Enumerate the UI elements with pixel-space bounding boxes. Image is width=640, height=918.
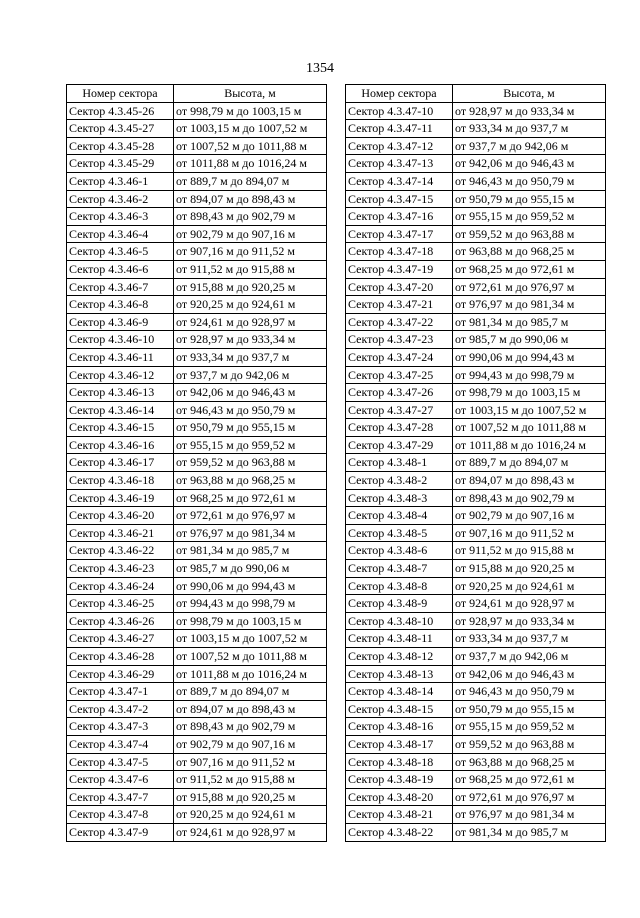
sector-number-cell: Сектор 4.3.48-15 bbox=[346, 700, 453, 718]
sector-number-cell: Сектор 4.3.46-2 bbox=[67, 190, 174, 208]
header-height: Высота, м bbox=[453, 85, 606, 103]
header-sector-number: Номер сектора bbox=[346, 85, 453, 103]
height-range-cell: от 937,7 м до 942,06 м bbox=[453, 648, 606, 666]
sector-number-cell: Сектор 4.3.47-22 bbox=[346, 313, 453, 331]
sector-number-cell: Сектор 4.3.47-7 bbox=[67, 788, 174, 806]
sector-number-cell: Сектор 4.3.46-25 bbox=[67, 595, 174, 613]
table-row bbox=[346, 700, 606, 718]
sector-number-cell: Сектор 4.3.47-27 bbox=[346, 401, 453, 419]
height-range-cell: от 972,61 м до 976,97 м bbox=[453, 278, 606, 296]
sector-number-cell: Сектор 4.3.47-11 bbox=[346, 120, 453, 138]
table-row bbox=[346, 472, 606, 490]
height-range-cell: от 907,16 м до 911,52 м bbox=[453, 524, 606, 542]
sector-number-cell: Сектор 4.3.46-1 bbox=[67, 172, 174, 190]
sector-number-cell: Сектор 4.3.48-4 bbox=[346, 507, 453, 525]
sector-number-cell: Сектор 4.3.48-12 bbox=[346, 648, 453, 666]
height-range-cell: от 898,43 м до 902,79 м bbox=[453, 489, 606, 507]
sector-number-cell: Сектор 4.3.46-8 bbox=[67, 296, 174, 314]
header-height: Высота, м bbox=[174, 85, 327, 103]
table-row bbox=[346, 612, 606, 630]
table-row bbox=[67, 260, 327, 278]
table-row bbox=[67, 401, 327, 419]
table-row bbox=[346, 366, 606, 384]
height-range-cell: от 937,7 м до 942,06 м bbox=[174, 366, 327, 384]
page-number: 1354 bbox=[306, 61, 334, 76]
sector-number-cell: Сектор 4.3.48-8 bbox=[346, 577, 453, 595]
height-range-cell: от 994,43 м до 998,79 м bbox=[453, 366, 606, 384]
sector-number-cell: Сектор 4.3.46-12 bbox=[67, 366, 174, 384]
table-row bbox=[67, 683, 327, 701]
height-range-cell: от 972,61 м до 976,97 м bbox=[453, 788, 606, 806]
table-row bbox=[346, 401, 606, 419]
height-range-cell: от 968,25 м до 972,61 м bbox=[174, 489, 327, 507]
height-range-cell: от 998,79 м до 1003,15 м bbox=[174, 102, 327, 120]
table-row bbox=[67, 771, 327, 789]
height-range-cell: от 911,52 м до 915,88 м bbox=[174, 771, 327, 789]
table-row bbox=[67, 313, 327, 331]
height-range-cell: от 955,15 м до 959,52 м bbox=[174, 436, 327, 454]
height-range-cell: от 985,7 м до 990,06 м bbox=[453, 331, 606, 349]
sector-number-cell: Сектор 4.3.47-14 bbox=[346, 172, 453, 190]
height-range-cell: от 894,07 м до 898,43 м bbox=[174, 700, 327, 718]
height-range-cell: от 902,79 м до 907,16 м bbox=[174, 225, 327, 243]
height-range-cell: от 894,07 м до 898,43 м bbox=[174, 190, 327, 208]
sector-number-cell: Сектор 4.3.47-5 bbox=[67, 753, 174, 771]
height-range-cell: от 981,34 м до 985,7 м bbox=[174, 542, 327, 560]
table-row bbox=[346, 384, 606, 402]
table-row bbox=[67, 507, 327, 525]
height-range-cell: от 955,15 м до 959,52 м bbox=[453, 208, 606, 226]
height-range-cell: от 924,61 м до 928,97 м bbox=[174, 313, 327, 331]
table-row bbox=[346, 665, 606, 683]
sector-number-cell: Сектор 4.3.47-12 bbox=[346, 137, 453, 155]
sector-number-cell: Сектор 4.3.48-18 bbox=[346, 753, 453, 771]
sector-number-cell: Сектор 4.3.48-14 bbox=[346, 683, 453, 701]
sector-number-cell: Сектор 4.3.45-26 bbox=[67, 102, 174, 120]
sector-number-cell: Сектор 4.3.48-13 bbox=[346, 665, 453, 683]
sector-number-cell: Сектор 4.3.46-27 bbox=[67, 630, 174, 648]
table-row bbox=[346, 718, 606, 736]
height-range-cell: от 968,25 м до 972,61 м bbox=[453, 260, 606, 278]
table-row bbox=[346, 436, 606, 454]
table-row bbox=[346, 172, 606, 190]
sector-number-cell: Сектор 4.3.47-18 bbox=[346, 243, 453, 261]
sector-number-cell: Сектор 4.3.46-11 bbox=[67, 348, 174, 366]
sector-number-cell: Сектор 4.3.47-4 bbox=[67, 735, 174, 753]
sector-number-cell: Сектор 4.3.48-11 bbox=[346, 630, 453, 648]
table-row bbox=[346, 823, 606, 841]
table-row bbox=[67, 595, 327, 613]
table-row bbox=[67, 190, 327, 208]
height-range-cell: от 915,88 м до 920,25 м bbox=[174, 788, 327, 806]
table-row bbox=[346, 155, 606, 173]
sector-number-cell: Сектор 4.3.48-16 bbox=[346, 718, 453, 736]
height-range-cell: от 946,43 м до 950,79 м bbox=[174, 401, 327, 419]
table-row bbox=[346, 771, 606, 789]
height-range-cell: от 1007,52 м до 1011,88 м bbox=[174, 648, 327, 666]
sector-number-cell: Сектор 4.3.46-24 bbox=[67, 577, 174, 595]
sector-number-cell: Сектор 4.3.46-19 bbox=[67, 489, 174, 507]
height-range-cell: от 976,97 м до 981,34 м bbox=[453, 296, 606, 314]
table-row bbox=[67, 630, 327, 648]
table-row bbox=[346, 753, 606, 771]
height-range-cell: от 902,79 м до 907,16 м bbox=[174, 735, 327, 753]
table-row bbox=[346, 419, 606, 437]
table-row bbox=[67, 648, 327, 666]
height-range-cell: от 894,07 м до 898,43 м bbox=[453, 472, 606, 490]
height-range-cell: от 981,34 м до 985,7 м bbox=[453, 823, 606, 841]
height-range-cell: от 924,61 м до 928,97 м bbox=[453, 595, 606, 613]
height-range-cell: от 920,25 м до 924,61 м bbox=[174, 296, 327, 314]
sector-table-right bbox=[345, 84, 606, 842]
sector-number-cell: Сектор 4.3.48-9 bbox=[346, 595, 453, 613]
sector-number-cell: Сектор 4.3.48-1 bbox=[346, 454, 453, 472]
sector-number-cell: Сектор 4.3.45-28 bbox=[67, 137, 174, 155]
sector-number-cell: Сектор 4.3.48-2 bbox=[346, 472, 453, 490]
sector-number-cell: Сектор 4.3.47-1 bbox=[67, 683, 174, 701]
height-range-cell: от 946,43 м до 950,79 м bbox=[453, 172, 606, 190]
sector-number-cell: Сектор 4.3.47-9 bbox=[67, 823, 174, 841]
header-sector-number: Номер сектора bbox=[67, 85, 174, 103]
table-row bbox=[346, 313, 606, 331]
table-row bbox=[346, 489, 606, 507]
height-range-cell: от 937,7 м до 942,06 м bbox=[453, 137, 606, 155]
sector-number-cell: Сектор 4.3.48-10 bbox=[346, 612, 453, 630]
table-row bbox=[346, 595, 606, 613]
table-row bbox=[346, 788, 606, 806]
sector-number-cell: Сектор 4.3.48-20 bbox=[346, 788, 453, 806]
height-range-cell: от 963,88 м до 968,25 м bbox=[453, 243, 606, 261]
sector-number-cell: Сектор 4.3.45-29 bbox=[67, 155, 174, 173]
height-range-cell: от 998,79 м до 1003,15 м bbox=[453, 384, 606, 402]
height-range-cell: от 976,97 м до 981,34 м bbox=[453, 806, 606, 824]
table-row bbox=[67, 788, 327, 806]
table-row bbox=[67, 472, 327, 490]
height-range-cell: от 1007,52 м до 1011,88 м bbox=[174, 137, 327, 155]
height-range-cell: от 950,79 м до 955,15 м bbox=[174, 419, 327, 437]
sector-number-cell: Сектор 4.3.46-13 bbox=[67, 384, 174, 402]
sector-number-cell: Сектор 4.3.47-24 bbox=[346, 348, 453, 366]
sector-number-cell: Сектор 4.3.46-20 bbox=[67, 507, 174, 525]
table-row bbox=[346, 243, 606, 261]
height-range-cell: от 959,52 м до 963,88 м bbox=[174, 454, 327, 472]
table-row bbox=[346, 208, 606, 226]
table-row bbox=[346, 331, 606, 349]
sector-number-cell: Сектор 4.3.47-3 bbox=[67, 718, 174, 736]
sector-number-cell: Сектор 4.3.47-8 bbox=[67, 806, 174, 824]
table-row bbox=[346, 296, 606, 314]
table-header-row bbox=[346, 85, 606, 103]
table-row bbox=[67, 225, 327, 243]
height-range-cell: от 907,16 м до 911,52 м bbox=[174, 753, 327, 771]
height-range-cell: от 920,25 м до 924,61 м bbox=[174, 806, 327, 824]
table-row bbox=[67, 524, 327, 542]
table-row bbox=[346, 542, 606, 560]
height-range-cell: от 1007,52 м до 1011,88 м bbox=[453, 419, 606, 437]
sector-number-cell: Сектор 4.3.46-28 bbox=[67, 648, 174, 666]
height-range-cell: от 1011,88 м до 1016,24 м bbox=[453, 436, 606, 454]
height-range-cell: от 889,7 м до 894,07 м bbox=[174, 172, 327, 190]
sector-number-cell: Сектор 4.3.46-4 bbox=[67, 225, 174, 243]
table-row bbox=[67, 700, 327, 718]
height-range-cell: от 924,61 м до 928,97 м bbox=[174, 823, 327, 841]
table-row bbox=[346, 560, 606, 578]
table-row bbox=[346, 648, 606, 666]
table-row bbox=[67, 296, 327, 314]
table-row bbox=[346, 454, 606, 472]
sector-number-cell: Сектор 4.3.47-20 bbox=[346, 278, 453, 296]
height-range-cell: от 907,16 м до 911,52 м bbox=[174, 243, 327, 261]
table-row bbox=[67, 243, 327, 261]
table-body bbox=[346, 102, 606, 841]
height-range-cell: от 942,06 м до 946,43 м bbox=[453, 155, 606, 173]
height-range-cell: от 928,97 м до 933,34 м bbox=[174, 331, 327, 349]
table-row bbox=[67, 278, 327, 296]
sector-number-cell: Сектор 4.3.46-3 bbox=[67, 208, 174, 226]
sector-number-cell: Сектор 4.3.48-5 bbox=[346, 524, 453, 542]
table-row bbox=[67, 489, 327, 507]
height-range-cell: от 950,79 м до 955,15 м bbox=[453, 700, 606, 718]
sector-number-cell: Сектор 4.3.46-9 bbox=[67, 313, 174, 331]
sector-number-cell: Сектор 4.3.46-14 bbox=[67, 401, 174, 419]
height-range-cell: от 915,88 м до 920,25 м bbox=[174, 278, 327, 296]
sector-number-cell: Сектор 4.3.47-19 bbox=[346, 260, 453, 278]
sector-number-cell: Сектор 4.3.47-6 bbox=[67, 771, 174, 789]
height-range-cell: от 928,97 м до 933,34 м bbox=[453, 612, 606, 630]
sector-number-cell: Сектор 4.3.46-18 bbox=[67, 472, 174, 490]
height-range-cell: от 933,34 м до 937,7 м bbox=[174, 348, 327, 366]
table-row bbox=[346, 137, 606, 155]
height-range-cell: от 933,34 м до 937,7 м bbox=[453, 630, 606, 648]
table-row bbox=[67, 560, 327, 578]
table-row bbox=[67, 155, 327, 173]
table-header-row bbox=[67, 85, 327, 103]
table-row bbox=[67, 384, 327, 402]
sector-number-cell: Сектор 4.3.46-26 bbox=[67, 612, 174, 630]
table-row bbox=[67, 120, 327, 138]
sector-number-cell: Сектор 4.3.47-15 bbox=[346, 190, 453, 208]
sector-number-cell: Сектор 4.3.47-28 bbox=[346, 419, 453, 437]
table-row bbox=[346, 278, 606, 296]
sector-number-cell: Сектор 4.3.48-17 bbox=[346, 735, 453, 753]
table-row bbox=[67, 436, 327, 454]
sector-number-cell: Сектор 4.3.46-23 bbox=[67, 560, 174, 578]
sector-number-cell: Сектор 4.3.48-6 bbox=[346, 542, 453, 560]
table-row bbox=[346, 348, 606, 366]
height-range-cell: от 1011,88 м до 1016,24 м bbox=[174, 155, 327, 173]
height-range-cell: от 946,43 м до 950,79 м bbox=[453, 683, 606, 701]
height-range-cell: от 902,79 м до 907,16 м bbox=[453, 507, 606, 525]
sector-number-cell: Сектор 4.3.45-27 bbox=[67, 120, 174, 138]
table-row bbox=[67, 366, 327, 384]
table-row bbox=[67, 612, 327, 630]
height-range-cell: от 963,88 м до 968,25 м bbox=[174, 472, 327, 490]
height-range-cell: от 990,06 м до 994,43 м bbox=[174, 577, 327, 595]
table-body bbox=[67, 102, 327, 841]
table-row bbox=[346, 120, 606, 138]
sector-number-cell: Сектор 4.3.48-19 bbox=[346, 771, 453, 789]
table-row bbox=[67, 331, 327, 349]
height-range-cell: от 972,61 м до 976,97 м bbox=[174, 507, 327, 525]
sector-number-cell: Сектор 4.3.47-16 bbox=[346, 208, 453, 226]
table-row bbox=[67, 577, 327, 595]
sector-table-left bbox=[66, 84, 327, 842]
table-row bbox=[346, 260, 606, 278]
table-row bbox=[67, 665, 327, 683]
table-row bbox=[346, 683, 606, 701]
height-range-cell: от 985,7 м до 990,06 м bbox=[174, 560, 327, 578]
table-row bbox=[346, 102, 606, 120]
height-range-cell: от 998,79 м до 1003,15 м bbox=[174, 612, 327, 630]
table-row bbox=[67, 454, 327, 472]
sector-number-cell: Сектор 4.3.47-13 bbox=[346, 155, 453, 173]
sector-number-cell: Сектор 4.3.46-21 bbox=[67, 524, 174, 542]
table-row bbox=[67, 172, 327, 190]
height-range-cell: от 1003,15 м до 1007,52 м bbox=[174, 120, 327, 138]
height-range-cell: от 994,43 м до 998,79 м bbox=[174, 595, 327, 613]
table-row bbox=[346, 806, 606, 824]
height-range-cell: от 1003,15 м до 1007,52 м bbox=[453, 401, 606, 419]
height-range-cell: от 898,43 м до 902,79 м bbox=[174, 718, 327, 736]
sector-number-cell: Сектор 4.3.47-26 bbox=[346, 384, 453, 402]
height-range-cell: от 959,52 м до 963,88 м bbox=[453, 735, 606, 753]
sector-number-cell: Сектор 4.3.46-7 bbox=[67, 278, 174, 296]
table-row bbox=[67, 542, 327, 560]
table-row bbox=[346, 577, 606, 595]
table-row bbox=[346, 190, 606, 208]
height-range-cell: от 898,43 м до 902,79 м bbox=[174, 208, 327, 226]
sector-number-cell: Сектор 4.3.48-21 bbox=[346, 806, 453, 824]
height-range-cell: от 959,52 м до 963,88 м bbox=[453, 225, 606, 243]
height-range-cell: от 963,88 м до 968,25 м bbox=[453, 753, 606, 771]
table-row bbox=[67, 823, 327, 841]
height-range-cell: от 920,25 м до 924,61 м bbox=[453, 577, 606, 595]
height-range-cell: от 1011,88 м до 1016,24 м bbox=[174, 665, 327, 683]
table-row bbox=[346, 507, 606, 525]
height-range-cell: от 889,7 м до 894,07 м bbox=[174, 683, 327, 701]
sector-number-cell: Сектор 4.3.48-7 bbox=[346, 560, 453, 578]
sector-number-cell: Сектор 4.3.47-23 bbox=[346, 331, 453, 349]
table-row bbox=[67, 806, 327, 824]
height-range-cell: от 915,88 м до 920,25 м bbox=[453, 560, 606, 578]
sector-number-cell: Сектор 4.3.47-21 bbox=[346, 296, 453, 314]
table-row bbox=[67, 735, 327, 753]
sector-number-cell: Сектор 4.3.46-22 bbox=[67, 542, 174, 560]
height-range-cell: от 933,34 м до 937,7 м bbox=[453, 120, 606, 138]
height-range-cell: от 990,06 м до 994,43 м bbox=[453, 348, 606, 366]
table-row bbox=[346, 630, 606, 648]
sector-number-cell: Сектор 4.3.46-5 bbox=[67, 243, 174, 261]
table-row bbox=[67, 419, 327, 437]
sector-number-cell: Сектор 4.3.46-10 bbox=[67, 331, 174, 349]
height-range-cell: от 942,06 м до 946,43 м bbox=[174, 384, 327, 402]
sector-number-cell: Сектор 4.3.46-16 bbox=[67, 436, 174, 454]
sector-number-cell: Сектор 4.3.46-17 bbox=[67, 454, 174, 472]
table-row bbox=[67, 753, 327, 771]
height-range-cell: от 911,52 м до 915,88 м bbox=[174, 260, 327, 278]
height-range-cell: от 976,97 м до 981,34 м bbox=[174, 524, 327, 542]
height-range-cell: от 950,79 м до 955,15 м bbox=[453, 190, 606, 208]
sector-number-cell: Сектор 4.3.47-29 bbox=[346, 436, 453, 454]
sector-number-cell: Сектор 4.3.47-2 bbox=[67, 700, 174, 718]
sector-number-cell: Сектор 4.3.47-17 bbox=[346, 225, 453, 243]
sector-number-cell: Сектор 4.3.47-10 bbox=[346, 102, 453, 120]
height-range-cell: от 955,15 м до 959,52 м bbox=[453, 718, 606, 736]
sector-number-cell: Сектор 4.3.48-22 bbox=[346, 823, 453, 841]
table-row bbox=[67, 718, 327, 736]
height-range-cell: от 1003,15 м до 1007,52 м bbox=[174, 630, 327, 648]
sector-number-cell: Сектор 4.3.48-3 bbox=[346, 489, 453, 507]
height-range-cell: от 928,97 м до 933,34 м bbox=[453, 102, 606, 120]
table-row bbox=[346, 524, 606, 542]
sector-number-cell: Сектор 4.3.46-29 bbox=[67, 665, 174, 683]
height-range-cell: от 942,06 м до 946,43 м bbox=[453, 665, 606, 683]
sector-number-cell: Сектор 4.3.47-25 bbox=[346, 366, 453, 384]
height-range-cell: от 889,7 м до 894,07 м bbox=[453, 454, 606, 472]
height-range-cell: от 981,34 м до 985,7 м bbox=[453, 313, 606, 331]
table-row bbox=[67, 137, 327, 155]
table-row bbox=[67, 208, 327, 226]
table-row bbox=[346, 735, 606, 753]
table-row bbox=[346, 225, 606, 243]
height-range-cell: от 968,25 м до 972,61 м bbox=[453, 771, 606, 789]
table-row bbox=[67, 348, 327, 366]
sector-number-cell: Сектор 4.3.46-6 bbox=[67, 260, 174, 278]
table-row bbox=[67, 102, 327, 120]
sector-number-cell: Сектор 4.3.46-15 bbox=[67, 419, 174, 437]
height-range-cell: от 911,52 м до 915,88 м bbox=[453, 542, 606, 560]
